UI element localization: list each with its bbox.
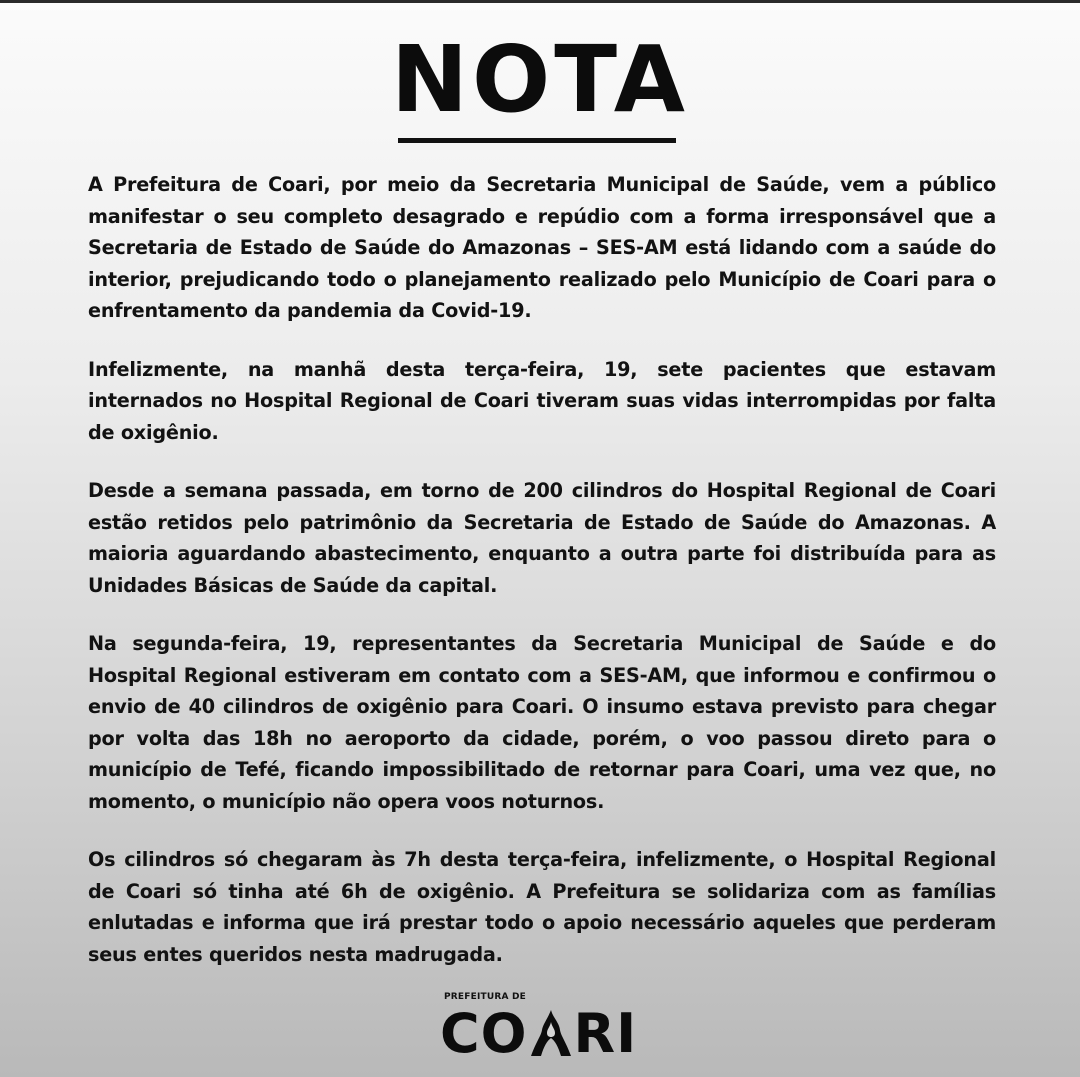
top-border: [0, 0, 1080, 3]
paragraph-5: Os cilindros só chegaram às 7h desta terça-feira, infelizmente, o Hospital Regional de Coari só tinha até 6h de oxigênio. A Prefeitura se solidariza com as famílias enlutadas e informa que irá prestar todo o apoio necessário aqueles que perderam seus entes queridos nesta madrugada.: [88, 848, 996, 966]
paragraph-1: A Prefeitura de Coari, por meio da Secretaria Municipal de Saúde, vem a público manifestar o seu completo desagrado e repúdio com a forma irresponsável que a Secretaria de Estado de Saúde do Amazonas – SES-AM está lidando com a saúde do interior, prejudicando todo o planejamento realizado pelo Município de Coari para o enfrentamento da pandemia da Covid-19.: [88, 173, 996, 322]
paragraph-4: Na segunda-feira, 19, representantes da Secretaria Municipal de Saúde e do Hospital Regional estiveram em contato com a SES-AM, que informou e confirmou o envio de 40 cilindros de oxigênio para Coari. O insumo estava previsto para chegar por volta das 18h no aeroporto da cidade, porém, o voo passou direto para o município de Tefé, ficando impossibilitado de retornar para Coari, uma vez que, no momento, o município não opera voos noturnos.: [88, 632, 996, 813]
logo-wordmark: [440, 1002, 638, 1065]
logo-word-end: RI: [573, 1002, 638, 1065]
title-underline: [398, 138, 676, 143]
prefeitura-coari-logo: [440, 992, 640, 1065]
paragraph-2: Infelizmente, na manhã desta terça-feira, 19, sete pacientes que estavam internados no Hospital Regional de Coari tiveram suas vidas interrompidas por falta de oxigênio.: [88, 357, 996, 444]
note-body: [88, 169, 996, 997]
paragraph-3: Desde a semana passada, em torno de 200 cilindros do Hospital Regional de Coari estão retidos pelo patrimônio da Secretaria de Estado de Saúde do Amazonas. A maioria aguardando abastecimento, enquanto a outra parte foi distribuída para as Unidades Básicas de Saúde da capital.: [88, 479, 996, 597]
flame-a-icon: [529, 1008, 573, 1058]
page-title: NOTA: [390, 26, 690, 133]
logo-word-start: CO: [440, 1002, 528, 1065]
logo-small-text: PREFEITURA DE: [444, 992, 527, 1002]
